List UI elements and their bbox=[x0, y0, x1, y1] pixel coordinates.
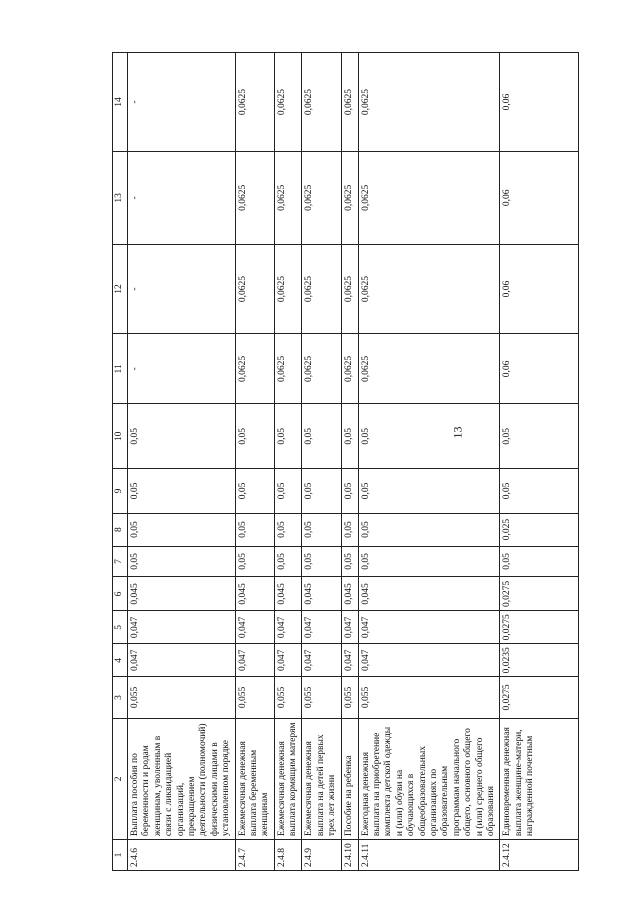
row-value: 0,0625 bbox=[302, 244, 341, 334]
row-value: 0,05 bbox=[274, 404, 302, 469]
row-value: - bbox=[128, 334, 236, 404]
row-value: 0,055 bbox=[358, 677, 500, 718]
row-code: 2.4.7 bbox=[235, 840, 274, 871]
row-value: - bbox=[128, 53, 236, 152]
column-header: 13 bbox=[113, 152, 128, 245]
table-container bbox=[112, 52, 536, 871]
row-description: Выплата пособия по беременности и родам женщинам, уволенным в связи с ликвидацией организаций, прекращением деятельности (полномочий) физическими лицами в установленном порядке bbox=[128, 718, 236, 840]
row-value: - bbox=[128, 152, 236, 245]
payments-table bbox=[112, 52, 579, 871]
row-value: 0,047 bbox=[358, 611, 500, 644]
table-row bbox=[274, 53, 302, 871]
column-header: 14 bbox=[113, 53, 128, 152]
row-value: 0,047 bbox=[235, 644, 274, 677]
row-value: 0,047 bbox=[235, 611, 274, 644]
row-value: 0,05 bbox=[358, 469, 500, 513]
column-header: 12 bbox=[113, 244, 128, 334]
row-value: 0,0625 bbox=[274, 152, 302, 245]
row-value: 0,047 bbox=[302, 644, 341, 677]
row-value: 0,0625 bbox=[302, 53, 341, 152]
table-row bbox=[128, 53, 236, 871]
row-value: 0,0625 bbox=[341, 244, 358, 334]
row-value: 0,045 bbox=[341, 577, 358, 611]
row-value: 0,047 bbox=[274, 611, 302, 644]
row-value: 0,05 bbox=[302, 404, 341, 469]
row-description: Ежемесячная денежная выплата кормящим матерям bbox=[274, 718, 302, 840]
row-value: 0,0625 bbox=[341, 152, 358, 245]
row-description: Пособие на ребенка bbox=[341, 718, 358, 840]
row-value: 0,05 bbox=[274, 513, 302, 546]
row-value: 0,05 bbox=[235, 546, 274, 577]
row-value: 0,06 bbox=[500, 334, 579, 404]
row-value: 0,047 bbox=[302, 611, 341, 644]
row-value: 0,05 bbox=[500, 469, 579, 513]
row-value: 0,05 bbox=[235, 513, 274, 546]
row-value: 0,05 bbox=[341, 404, 358, 469]
row-value: 0,05 bbox=[128, 546, 236, 577]
row-value: 0,05 bbox=[358, 513, 500, 546]
column-header: 11 bbox=[113, 334, 128, 404]
row-value: 0,055 bbox=[128, 677, 236, 718]
column-header: 5 bbox=[113, 611, 128, 644]
rotated-table-wrapper bbox=[112, 52, 536, 871]
column-header: 1 bbox=[113, 840, 128, 871]
table-row bbox=[358, 53, 500, 871]
table-row bbox=[302, 53, 341, 871]
table-row bbox=[341, 53, 358, 871]
row-value: 0,06 bbox=[500, 244, 579, 334]
row-value: 0,05 bbox=[128, 469, 236, 513]
row-value: 0,0625 bbox=[302, 152, 341, 245]
row-value: 0,055 bbox=[302, 677, 341, 718]
row-value: 0,0625 bbox=[358, 152, 500, 245]
page-number: 13 bbox=[450, 426, 465, 439]
row-description: Ежегодная денежная выплата на приобретение комплекта детской одежды и (или) обуви на обучающихся в общеобразовательных организациях по образовательным программам начального общего, основного общего и (или) среднего общего образования bbox=[358, 718, 500, 840]
column-header: 4 bbox=[113, 644, 128, 677]
row-code: 2.4.8 bbox=[274, 840, 302, 871]
row-value: 0,05 bbox=[358, 546, 500, 577]
row-value: 0,0625 bbox=[302, 334, 341, 404]
row-value: 0,055 bbox=[341, 677, 358, 718]
row-value: 0,05 bbox=[302, 513, 341, 546]
row-value: 0,0275 bbox=[500, 577, 579, 611]
row-value: 0,05 bbox=[302, 546, 341, 577]
row-value: 0,0625 bbox=[274, 244, 302, 334]
row-value: 0,047 bbox=[274, 644, 302, 677]
row-value: 0,05 bbox=[302, 469, 341, 513]
row-description: Ежемесячная денежная выплата беременным женщинам bbox=[235, 718, 274, 840]
row-value: 0,05 bbox=[128, 404, 236, 469]
row-value: 0,047 bbox=[341, 611, 358, 644]
table-row bbox=[235, 53, 274, 871]
row-description: Единовременная денежная выплата женщине-матери, награжденной почетным bbox=[500, 718, 579, 840]
row-value: 0,05 bbox=[235, 404, 274, 469]
row-value: 0,06 bbox=[500, 152, 579, 245]
table-row bbox=[500, 53, 579, 871]
column-header: 2 bbox=[113, 718, 128, 840]
column-header: 3 bbox=[113, 677, 128, 718]
row-code: 2.4.12 bbox=[500, 840, 579, 871]
row-value: 0,045 bbox=[235, 577, 274, 611]
row-value: 0,0625 bbox=[235, 334, 274, 404]
row-value: 0,047 bbox=[358, 644, 500, 677]
row-value: 0,0625 bbox=[358, 334, 500, 404]
row-value: 0,045 bbox=[274, 577, 302, 611]
row-value: 0,05 bbox=[274, 546, 302, 577]
row-value: 0,045 bbox=[302, 577, 341, 611]
row-value: - bbox=[128, 244, 236, 334]
row-value: 0,0625 bbox=[341, 334, 358, 404]
row-value: 0,05 bbox=[500, 404, 579, 469]
row-value: 0,06 bbox=[500, 53, 579, 152]
row-value: 0,05 bbox=[341, 469, 358, 513]
table-header-row bbox=[113, 53, 128, 871]
column-header: 10 bbox=[113, 404, 128, 469]
row-code: 2.4.11 bbox=[358, 840, 500, 871]
row-value: 0,0625 bbox=[274, 334, 302, 404]
row-value: 0,045 bbox=[358, 577, 500, 611]
row-value: 0,047 bbox=[128, 644, 236, 677]
row-value: 0,045 bbox=[128, 577, 236, 611]
row-value: 0,0625 bbox=[341, 53, 358, 152]
row-value: 0,05 bbox=[500, 546, 579, 577]
column-header: 7 bbox=[113, 546, 128, 577]
row-value: 0,0235 bbox=[500, 644, 579, 677]
row-value: 0,0275 bbox=[500, 611, 579, 644]
row-value: 0,0625 bbox=[274, 53, 302, 152]
column-header: 9 bbox=[113, 469, 128, 513]
column-header: 8 bbox=[113, 513, 128, 546]
row-value: 0,0625 bbox=[235, 244, 274, 334]
row-value: 0,055 bbox=[235, 677, 274, 718]
row-value: 0,047 bbox=[128, 611, 236, 644]
row-description: Ежемесячная денежная выплата на детей первых трех лет жизни bbox=[302, 718, 341, 840]
row-value: 0,0275 bbox=[500, 677, 579, 718]
row-value: 0,05 bbox=[235, 469, 274, 513]
row-value: 0,0625 bbox=[235, 53, 274, 152]
row-value: 0,025 bbox=[500, 513, 579, 546]
row-value: 0,05 bbox=[341, 513, 358, 546]
row-code: 2.4.6 bbox=[128, 840, 236, 871]
row-value: 0,0625 bbox=[358, 244, 500, 334]
row-value: 0,0625 bbox=[358, 53, 500, 152]
row-value: 0,05 bbox=[358, 404, 500, 469]
row-value: 0,0625 bbox=[235, 152, 274, 245]
row-value: 0,05 bbox=[274, 469, 302, 513]
row-code: 2.4.9 bbox=[302, 840, 341, 871]
row-value: 0,055 bbox=[274, 677, 302, 718]
row-value: 0,05 bbox=[341, 546, 358, 577]
row-code: 2.4.10 bbox=[341, 840, 358, 871]
row-value: 0,05 bbox=[128, 513, 236, 546]
row-value: 0,047 bbox=[341, 644, 358, 677]
column-header: 6 bbox=[113, 577, 128, 611]
